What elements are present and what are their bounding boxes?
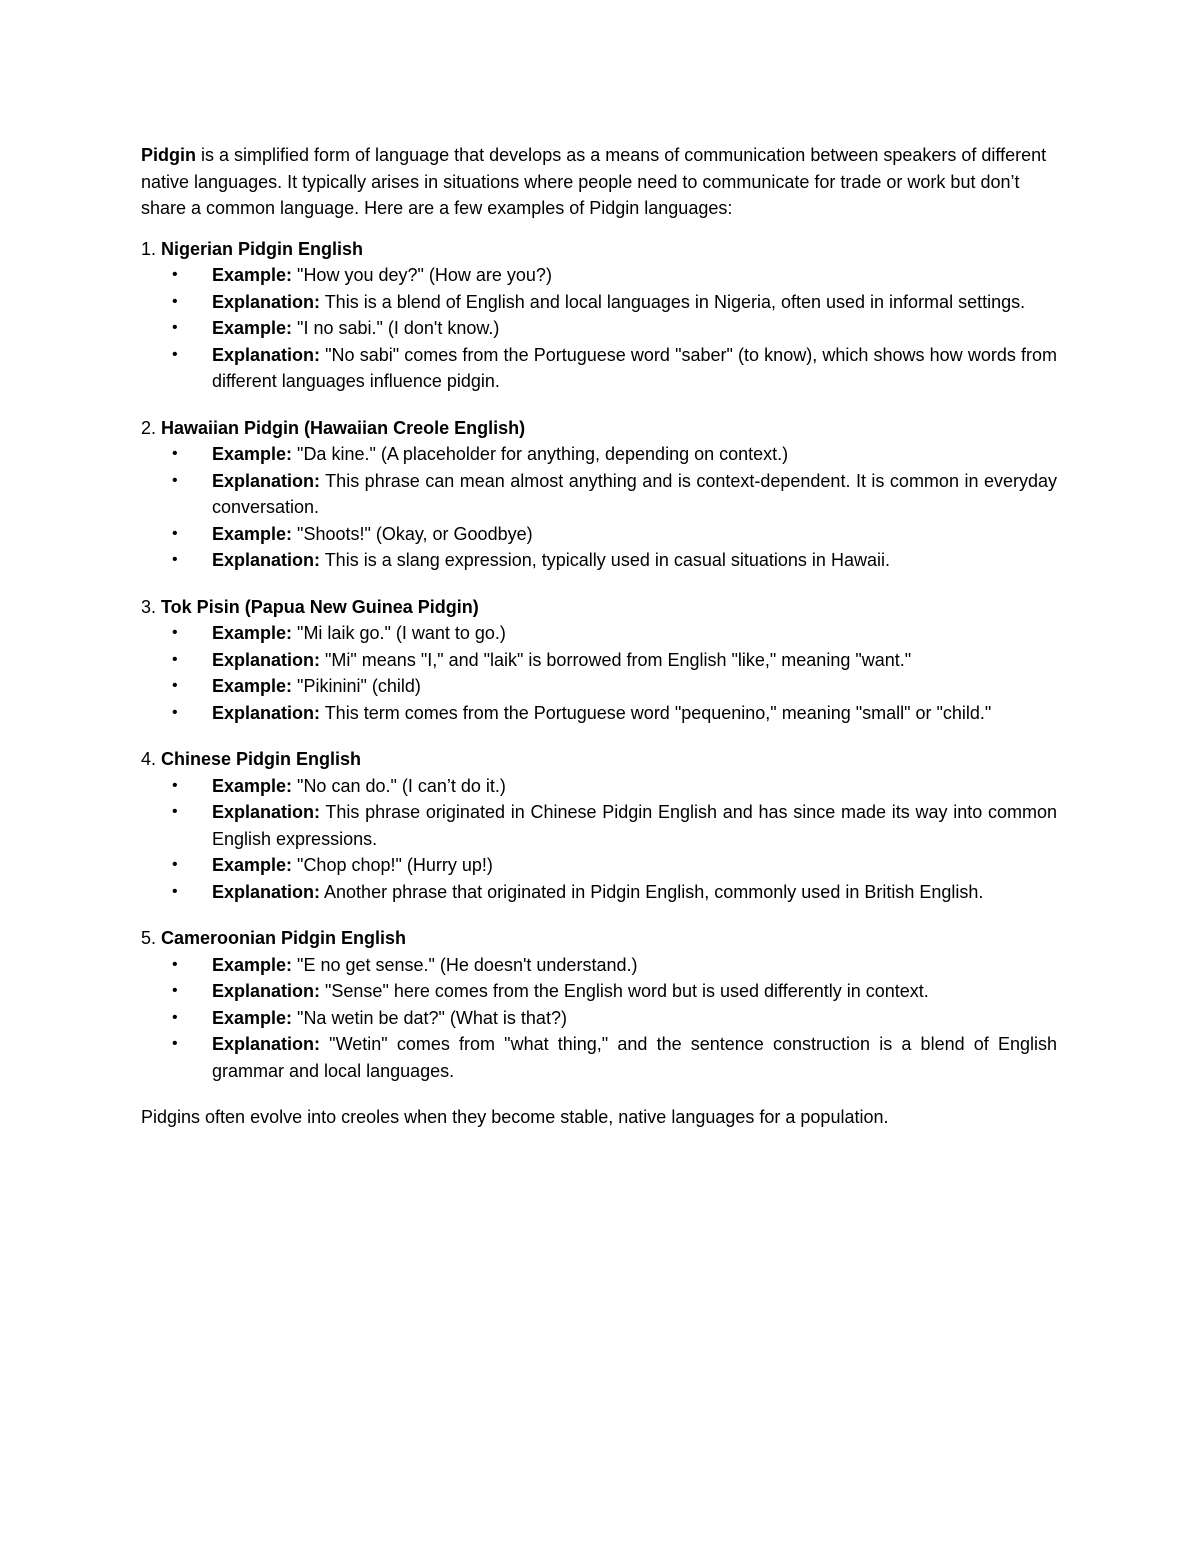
item-text: "E no get sense." (He doesn't understand.) (292, 954, 638, 975)
item-text: "How you dey?" (How are you?) (292, 265, 552, 285)
closing-paragraph: Pidgins often evolve into creoles when they become stable, native languages for a population. (141, 1107, 889, 1127)
item-label: Explanation: (212, 802, 321, 822)
bullet-icon: • (172, 856, 178, 873)
item-text: This term comes from the Portuguese word "pequenino," meaning "small" or "child." (320, 702, 992, 723)
section-number: 3. (141, 596, 162, 617)
bullet-icon: • (172, 803, 178, 820)
intro-paragraph (141, 142, 1057, 222)
section-heading (141, 594, 1057, 621)
list-item (141, 773, 1057, 800)
list-item (141, 700, 1057, 727)
intro-text: is a simplified form of language that develops as a means of communication between speakers of different native languages. It typically arises in situations where people need to communicate for trade or work but don’t share a common language. Here are a few examples of Pidgin languages: (141, 145, 1047, 218)
bullet-icon: • (172, 703, 178, 721)
item-text: "Mi laik go." (I want to go.) (292, 623, 506, 643)
item-text: "Pikinini" (child) (292, 676, 421, 696)
item-text: "No sabi" comes from the Portuguese word "saber" (to know), which shows how words from different languages influence pidgin. (212, 344, 1057, 391)
item-label: Explanation: (212, 550, 321, 570)
item-text: This is a blend of English and local languages in Nigeria, often used in informal settings. (320, 291, 1026, 312)
item-label: Example: (212, 623, 293, 643)
item-label: Example: (212, 1007, 293, 1028)
list-item (141, 1031, 1057, 1084)
list-item (141, 315, 1057, 342)
bullet-icon: • (172, 345, 178, 363)
item-label: Explanation: (212, 291, 321, 312)
item-text: Another phrase that originated in Pidgin English, commonly used in British English. (320, 881, 984, 902)
item-text: "Chop chop!" (Hurry up!) (292, 855, 493, 875)
item-label: Explanation: (212, 881, 321, 902)
item-text: This is a slang expression, typically used in casual situations in Hawaii. (320, 550, 890, 570)
list-item (141, 441, 1057, 468)
list-item (141, 342, 1057, 395)
item-label: Explanation: (212, 1034, 321, 1054)
list-item (141, 978, 1057, 1005)
item-label: Explanation: (212, 649, 321, 670)
bullet-icon: • (172, 982, 178, 999)
list-item (141, 620, 1057, 647)
section-title: Hawaiian Pidgin (Hawaiian Creole English) (161, 417, 526, 438)
bullet-icon: • (172, 650, 178, 668)
item-label: Explanation: (212, 981, 321, 1001)
section-number: 5. (141, 928, 162, 948)
section-heading (141, 236, 1057, 263)
bullet-icon: • (172, 677, 178, 694)
bullet-list (141, 773, 1057, 906)
bullet-icon: • (172, 266, 178, 283)
bullet-icon: • (172, 955, 178, 973)
item-text: "Na wetin be dat?" (What is that?) (292, 1007, 567, 1028)
section-5 (141, 925, 1057, 1084)
sections-container (141, 236, 1057, 1085)
item-label: Example: (212, 855, 293, 875)
section-title: Chinese Pidgin English (161, 749, 362, 769)
item-text: "I no sabi." (I don't know.) (292, 318, 500, 338)
item-label: Example: (212, 265, 293, 285)
bullet-icon: • (172, 776, 178, 794)
item-text: "No can do." (I can’t do it.) (292, 775, 506, 796)
item-label: Example: (212, 775, 293, 796)
section-2 (141, 415, 1057, 574)
bullet-icon: • (172, 1035, 178, 1052)
list-item (141, 647, 1057, 674)
section-number: 2. (141, 417, 162, 438)
item-text: "Wetin" comes from "what thing," and the sentence construction is a blend of English grammar and local languages. (212, 1034, 1057, 1081)
bullet-list (141, 262, 1057, 395)
bullet-list (141, 441, 1057, 574)
item-label: Explanation: (212, 470, 321, 491)
list-item (141, 952, 1057, 979)
intro-term: Pidgin (141, 145, 196, 165)
list-item (141, 1005, 1057, 1032)
item-label: Example: (212, 444, 293, 464)
list-item (141, 289, 1057, 316)
item-label: Example: (212, 523, 293, 544)
list-item (141, 673, 1057, 700)
item-label: Example: (212, 318, 293, 338)
bullet-icon: • (172, 445, 178, 462)
item-text: "Da kine." (A placeholder for anything, depending on context.) (292, 444, 789, 464)
bullet-list (141, 952, 1057, 1085)
list-item (141, 262, 1057, 289)
section-heading (141, 746, 1057, 773)
bullet-icon: • (172, 524, 178, 542)
bullet-icon: • (172, 882, 178, 900)
item-label: Explanation: (212, 344, 321, 365)
list-item (141, 799, 1057, 852)
item-text: "Mi" means "I," and "laik" is borrowed from English "like," meaning "want." (320, 649, 912, 670)
section-title: Nigerian Pidgin English (161, 238, 364, 259)
bullet-list (141, 620, 1057, 726)
section-number: 4. (141, 749, 162, 769)
section-title: Tok Pisin (Papua New Guinea Pidgin) (161, 596, 479, 617)
bullet-icon: • (172, 624, 178, 641)
section-4 (141, 746, 1057, 905)
section-1 (141, 236, 1057, 395)
section-title: Cameroonian Pidgin English (161, 928, 407, 948)
item-label: Example: (212, 676, 293, 696)
item-text: "Sense" here comes from the English word but is used differently in context. (320, 981, 929, 1001)
section-heading (141, 925, 1057, 952)
item-label: Explanation: (212, 702, 321, 723)
list-item (141, 879, 1057, 906)
bullet-icon: • (172, 471, 178, 489)
list-item (141, 852, 1057, 879)
item-text: This phrase originated in Chinese Pidgin English and has since made its way into common English expressions. (212, 802, 1057, 849)
bullet-icon: • (172, 551, 178, 568)
bullet-icon: • (172, 292, 178, 310)
bullet-icon: • (172, 319, 178, 336)
section-3 (141, 594, 1057, 727)
bullet-icon: • (172, 1008, 178, 1026)
list-item (141, 521, 1057, 548)
item-label: Example: (212, 954, 293, 975)
item-text: This phrase can mean almost anything and is context-dependent. It is common in everyday conversation. (212, 470, 1057, 517)
document-page (141, 142, 1057, 1131)
list-item (141, 547, 1057, 574)
section-number: 1. (141, 238, 162, 259)
list-item (141, 468, 1057, 521)
section-heading (141, 415, 1057, 442)
item-text: "Shoots!" (Okay, or Goodbye) (292, 523, 533, 544)
